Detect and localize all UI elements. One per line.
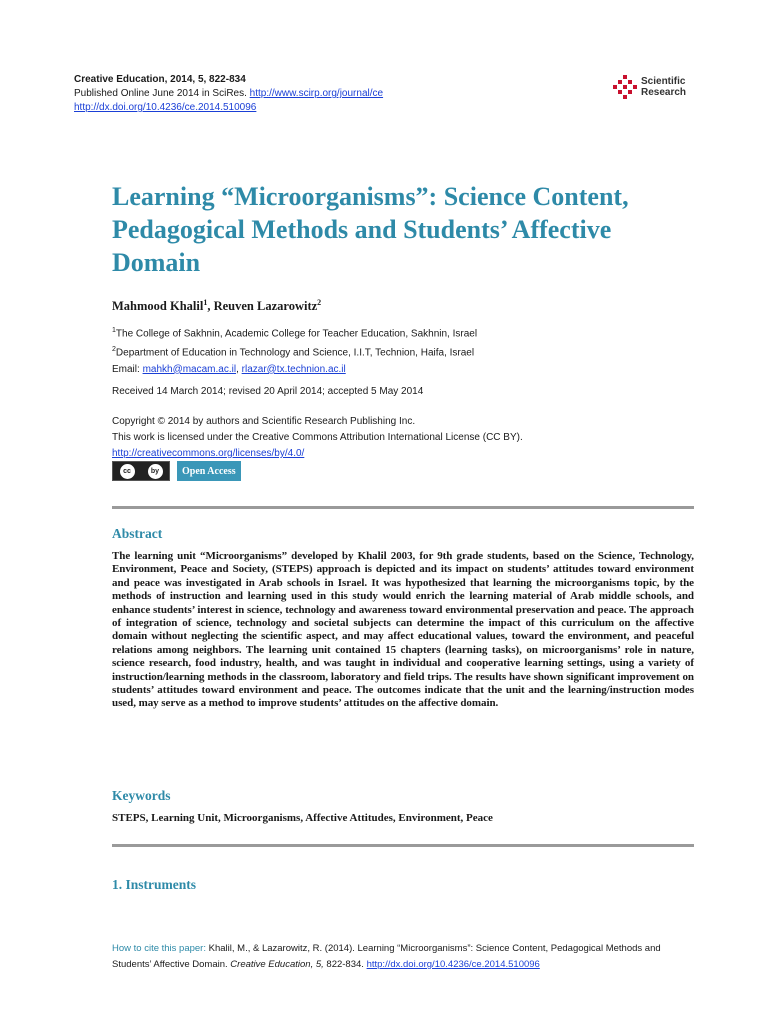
author-name: Mahmood Khalil bbox=[112, 299, 204, 314]
affiliation-text: The College of Sakhnin, Academic College for Teacher Education, Sakhnin, Israel bbox=[115, 328, 478, 340]
license-line: This work is licensed under the Creative Commons Attribution International License (CC BY). bbox=[112, 432, 523, 443]
section-1-heading: 1. Instruments bbox=[112, 877, 197, 892]
author-list bbox=[112, 298, 321, 314]
email-separator: , bbox=[236, 363, 242, 375]
citation-block bbox=[112, 941, 694, 973]
copyright-block bbox=[112, 414, 523, 462]
affiliation-marker: 2 bbox=[317, 298, 322, 307]
citation-doi-link[interactable]: http://dx.doi.org/10.4236/ce.2014.510096 bbox=[366, 959, 540, 970]
affiliation-1 bbox=[112, 323, 477, 342]
affiliation-marker: 1 bbox=[112, 327, 116, 334]
received-dates: Received 14 March 2014; revised 20 April 2014; accepted 5 May 2014 bbox=[112, 386, 424, 397]
affiliation-marker: 2 bbox=[112, 346, 116, 354]
open-access-badge: Open Access bbox=[177, 461, 241, 481]
publisher-logo bbox=[612, 74, 686, 100]
citation-label: How to cite this paper: bbox=[112, 943, 206, 954]
journal-citation-line: Creative Education, 2014, 5, 822-834 bbox=[74, 74, 246, 85]
scientific-research-logo-icon bbox=[612, 74, 638, 100]
license-badges bbox=[112, 461, 241, 481]
journal-header bbox=[74, 73, 383, 115]
citation-text: Khalil, M., & Lazarowitz, R. (2014). Learning “Microorganisms”: Science Content, Pedagogical Methods and Students’ Affective Domain. bbox=[112, 943, 661, 970]
cc-icon: cc bbox=[120, 464, 135, 479]
published-text: Published Online June 2014 in SciRes. bbox=[74, 88, 250, 99]
abstract-heading: Abstract bbox=[112, 526, 163, 541]
citation-pages: 822-834. bbox=[323, 959, 367, 970]
affiliation-2 bbox=[112, 342, 477, 361]
affiliations bbox=[112, 323, 477, 378]
divider-top bbox=[112, 506, 694, 509]
author-separator: , bbox=[207, 299, 214, 314]
author-name: Reuven Lazarowitz bbox=[213, 299, 318, 314]
divider-bottom bbox=[112, 844, 694, 847]
affiliation-marker: 1 bbox=[203, 298, 208, 307]
doi-link[interactable]: http://dx.doi.org/10.4236/ce.2014.510096 bbox=[74, 102, 257, 113]
email-label: Email: bbox=[112, 363, 143, 375]
affiliation-text: Department of Education in Technology and Science, I.I.T, Technion, Haifa, Israel bbox=[115, 347, 475, 359]
logo-text bbox=[641, 76, 686, 98]
email-link-1[interactable]: mahkh@macam.ac.il bbox=[142, 363, 237, 375]
copyright-line: Copyright © 2014 by authors and Scientific Research Publishing Inc. bbox=[112, 416, 416, 427]
license-link[interactable]: http://creativecommons.org/licenses/by/4.0/ bbox=[112, 448, 305, 459]
citation-journal: Creative Education, 5, bbox=[230, 959, 324, 970]
published-line bbox=[74, 87, 383, 101]
abstract-body: The learning unit “Microorganisms” developed by Khalil 2003, for 9th grade students, based on the Science, Technology, Environment, Peace and Society, (STEPS) approach is depicted and its impact on students’ attitudes toward environment and peace was investigated in Arab schools in Israel. It was hypothesized that learning the microorganisms topic, by the methods of instruction and learning used in this study would enrich the learning material of Arab middle schools, and enhance students’ interest in science, technology and awareness toward environmental preservation and peace. The approach of integration of science, technology and societal subjects can determine the impact of this curriculum on the affective domain without neglecting the scientific aspect, and may affect educational values, toward the environment, and peaceful relations among neighbors. The learning unit contained 15 chapters (learning tasks), on microorganisms’ role in nature, science research, food industry, health, and was taught in individual and cooperative learning settings, using a variety of instruction/learning methods in the classroom, laboratory and field trips. The results have shown significant improvement on students’ attitudes toward environment and peace. The outcomes indicate that the unit and the learning/instruction modes used, may serve as a method to improve students’ attitudes on the affective domain. bbox=[112, 550, 694, 710]
email-line bbox=[112, 362, 477, 378]
doi-line bbox=[74, 101, 383, 115]
cc-by-badge[interactable] bbox=[112, 461, 170, 481]
by-icon: by bbox=[148, 464, 163, 479]
keywords-heading: Keywords bbox=[112, 788, 171, 803]
email-link-2[interactable]: rlazar@tx.technion.ac.il bbox=[241, 363, 346, 375]
logo-line-1: Scientific bbox=[641, 76, 686, 87]
license-url-line bbox=[112, 446, 523, 462]
keywords-list: STEPS, Learning Unit, Microorganisms, Affective Attitudes, Environment, Peace bbox=[112, 812, 493, 824]
journal-url-link[interactable]: http://www.scirp.org/journal/ce bbox=[249, 88, 384, 99]
logo-line-2: Research bbox=[641, 87, 687, 98]
paper-title: Learning “Microorganisms”: Science Content, Pedagogical Methods and Students’ Affective Domain bbox=[112, 182, 629, 277]
